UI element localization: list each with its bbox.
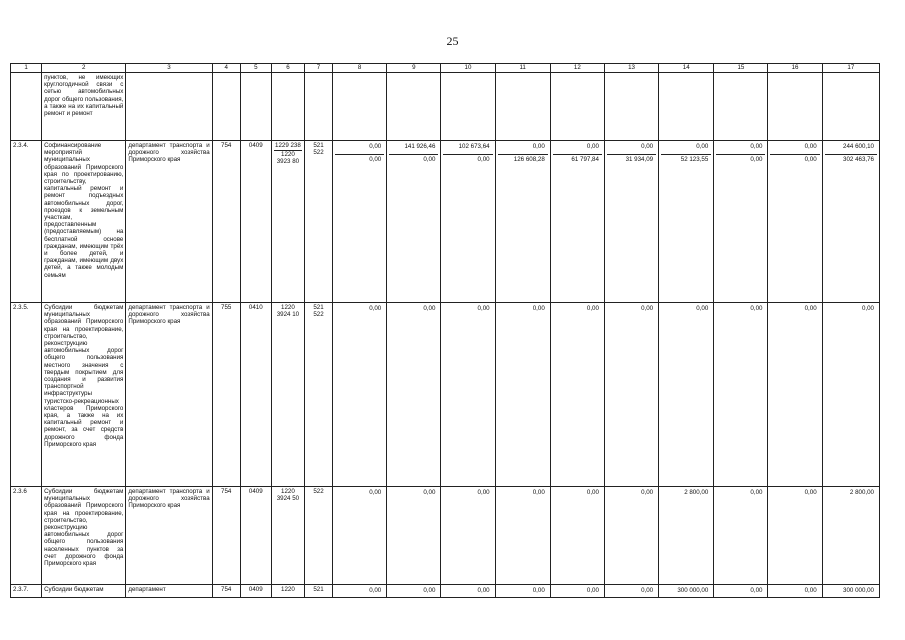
row-code-section: 0409 bbox=[240, 487, 271, 585]
value: 0,00 bbox=[641, 587, 654, 594]
value bbox=[770, 74, 819, 84]
column-header: 17 bbox=[822, 64, 879, 73]
value-cell bbox=[333, 487, 387, 585]
value: 0,00 bbox=[641, 143, 654, 150]
value-cell bbox=[659, 487, 714, 585]
row-code-section: 0409 bbox=[240, 141, 271, 303]
row-department: департамент транспорта и дорожного хозяйства Приморского края bbox=[126, 303, 212, 487]
column-header: 12 bbox=[550, 64, 604, 73]
value: 0,00 bbox=[586, 305, 599, 312]
value: 0,00 bbox=[586, 489, 599, 496]
value-cell bbox=[822, 487, 879, 585]
column-header: 6 bbox=[271, 64, 304, 73]
code-line: 521 bbox=[313, 586, 324, 593]
column-header: 8 bbox=[333, 64, 387, 73]
value bbox=[607, 74, 656, 84]
row-code-grbs: 754 bbox=[212, 141, 240, 303]
value-cell bbox=[768, 585, 822, 598]
value bbox=[661, 74, 711, 84]
value-cell bbox=[333, 303, 387, 487]
value-cell bbox=[387, 303, 441, 487]
code-line: 522 bbox=[313, 488, 324, 495]
value-second: 0,00 bbox=[389, 154, 438, 165]
row-code-target bbox=[271, 585, 304, 598]
value: 0,00 bbox=[423, 305, 436, 312]
value-second: 0,00 bbox=[443, 154, 492, 165]
value-cell bbox=[441, 73, 495, 141]
value-cell bbox=[822, 73, 879, 141]
table-row bbox=[11, 585, 880, 598]
column-header: 14 bbox=[659, 64, 714, 73]
code-line: 522 bbox=[313, 149, 324, 157]
value: 0,00 bbox=[369, 587, 382, 594]
value-second: 0,00 bbox=[716, 154, 765, 165]
value bbox=[716, 74, 765, 84]
value-second: 302 463,76 bbox=[825, 154, 877, 165]
value: 0,00 bbox=[423, 587, 436, 594]
row-code-section: 0409 bbox=[240, 585, 271, 598]
row-number: 2.3.4. bbox=[11, 141, 42, 303]
value: 0,00 bbox=[641, 489, 654, 496]
row-description: Софинансирование мероприятий муниципальных образований Приморского края по проектированию, строительству, капитальный ремонт и ремонт подъездных автомобильных дорог, проездов к земельным участкам, предоставленным (предоставляемым) на бесплатной основе гражданам, имеющим трёх и более детей, и гражданам, имеющим двух детей, а также молодым семьям bbox=[42, 141, 126, 303]
value: 2 800,00 bbox=[849, 489, 874, 496]
column-header: 4 bbox=[212, 64, 240, 73]
row-code-section bbox=[240, 73, 271, 141]
value: 0,00 bbox=[750, 143, 763, 150]
value-cell bbox=[768, 303, 822, 487]
code-line: 522 bbox=[313, 311, 324, 319]
value: 0,00 bbox=[750, 305, 763, 312]
row-code-type bbox=[304, 585, 332, 598]
value: 0,00 bbox=[750, 587, 763, 594]
value-cell bbox=[768, 487, 822, 585]
row-description: Субсидии бюджетам муниципальных образований Приморского края на проектирование, строительство, реконструкцию автомобильных дорог общего пользования местного значения с твердым покрытием для создания и развития транспортной инфраструктуры туристско-рекреационных кластеров Приморского края, а также на их капитальный ремонт и ремонт, за счет средств дорожного фонда Приморского края bbox=[42, 303, 126, 487]
value-cell bbox=[441, 585, 495, 598]
column-header: 11 bbox=[495, 64, 550, 73]
value: 0,00 bbox=[532, 143, 545, 150]
row-number: 2.3.7. bbox=[11, 585, 42, 598]
column-header: 2 bbox=[42, 64, 126, 73]
row-number: 2.3.6 bbox=[11, 487, 42, 585]
value-second: 31 934,09 bbox=[607, 154, 656, 165]
value-cell bbox=[495, 487, 550, 585]
column-header: 16 bbox=[768, 64, 822, 73]
row-code-grbs: 754 bbox=[212, 585, 240, 598]
value-cell bbox=[822, 585, 879, 598]
value-second: 0,00 bbox=[770, 154, 819, 165]
row-department: департамент bbox=[126, 585, 212, 598]
value-cell bbox=[659, 585, 714, 598]
value: 0,00 bbox=[532, 587, 545, 594]
value-cell bbox=[550, 141, 604, 303]
value-cell bbox=[714, 487, 768, 585]
value-cell bbox=[387, 73, 441, 141]
value-cell bbox=[333, 141, 387, 303]
value-cell bbox=[550, 487, 604, 585]
table-row bbox=[11, 487, 880, 585]
value-cell bbox=[822, 141, 879, 303]
row-description: пунктов, не имеющих круглогодичной связи с сетью автомобильных дорог общего пользования, а также на их капитальный ремонт и ремонт bbox=[42, 73, 126, 141]
value: 0,00 bbox=[477, 587, 490, 594]
value bbox=[335, 74, 384, 84]
value-cell bbox=[333, 585, 387, 598]
row-code-target bbox=[271, 487, 304, 585]
value-cell bbox=[550, 73, 604, 141]
column-header: 7 bbox=[304, 64, 332, 73]
row-code-section: 0410 bbox=[240, 303, 271, 487]
column-header: 1 bbox=[11, 64, 42, 73]
value: 0,00 bbox=[804, 489, 817, 496]
value: 300 000,00 bbox=[677, 587, 709, 594]
value-second: 126 608,28 bbox=[498, 154, 548, 165]
row-code-target bbox=[271, 73, 304, 141]
page-number: 25 bbox=[446, 34, 459, 48]
value: 0,00 bbox=[750, 489, 763, 496]
row-code-type bbox=[304, 303, 332, 487]
code-line: 1220 3924 50 bbox=[276, 488, 300, 503]
column-header: 10 bbox=[441, 64, 495, 73]
table-body bbox=[11, 73, 880, 598]
value bbox=[498, 74, 548, 84]
value-cell bbox=[550, 585, 604, 598]
value bbox=[825, 74, 877, 84]
code-line: 1220 bbox=[281, 586, 295, 593]
value bbox=[389, 74, 438, 84]
value-cell bbox=[387, 141, 441, 303]
value: 0,00 bbox=[586, 587, 599, 594]
value: 0,00 bbox=[861, 305, 874, 312]
row-code-grbs: 755 bbox=[212, 303, 240, 487]
table-row bbox=[11, 73, 880, 141]
row-code-grbs bbox=[212, 73, 240, 141]
value-cell bbox=[714, 73, 768, 141]
value: 0,00 bbox=[696, 143, 709, 150]
row-department bbox=[126, 73, 212, 141]
value: 0,00 bbox=[477, 305, 490, 312]
value: 2 800,00 bbox=[684, 489, 709, 496]
row-code-type bbox=[304, 141, 332, 303]
column-header: 5 bbox=[240, 64, 271, 73]
code-line: 521 bbox=[313, 304, 324, 311]
code-line: 521 bbox=[313, 142, 324, 149]
row-description: Субсидии бюджетам bbox=[42, 585, 126, 598]
code-line: 1220 3923 80 bbox=[274, 150, 302, 165]
value-cell bbox=[714, 303, 768, 487]
value: 0,00 bbox=[586, 143, 599, 150]
value: 0,00 bbox=[696, 305, 709, 312]
value-cell bbox=[441, 487, 495, 585]
value-second: 52 123,55 bbox=[661, 154, 711, 165]
row-code-grbs: 754 bbox=[212, 487, 240, 585]
code-line: 1229 238 bbox=[275, 142, 301, 149]
row-number: 2.3.5. bbox=[11, 303, 42, 487]
value-second: 61 797,84 bbox=[553, 154, 602, 165]
column-header: 9 bbox=[387, 64, 441, 73]
value-cell bbox=[550, 303, 604, 487]
row-code-type bbox=[304, 487, 332, 585]
value-cell bbox=[714, 141, 768, 303]
value-cell bbox=[604, 487, 658, 585]
column-header: 3 bbox=[126, 64, 212, 73]
row-code-target bbox=[271, 303, 304, 487]
row-code-target bbox=[271, 141, 304, 303]
value: 141 926,46 bbox=[404, 143, 436, 150]
header-row bbox=[11, 64, 880, 73]
value: 0,00 bbox=[804, 143, 817, 150]
table-row bbox=[11, 303, 880, 487]
value: 0,00 bbox=[369, 305, 382, 312]
value-cell bbox=[495, 585, 550, 598]
value-cell bbox=[604, 73, 658, 141]
value: 0,00 bbox=[369, 143, 382, 150]
value: 0,00 bbox=[477, 489, 490, 496]
value-cell bbox=[441, 303, 495, 487]
value-cell bbox=[495, 303, 550, 487]
table-row bbox=[11, 141, 880, 303]
row-number bbox=[11, 73, 42, 141]
value: 102 673,64 bbox=[458, 143, 490, 150]
value-cell bbox=[768, 73, 822, 141]
value-cell bbox=[333, 73, 387, 141]
row-description: Субсидии бюджетам муниципальных образований Приморского края на проектирование, строительство, реконструкцию автомобильных дорог общего пользования населенных пунктов за счет дорожного фонда Приморского края bbox=[42, 487, 126, 585]
column-header: 15 bbox=[714, 64, 768, 73]
value-cell bbox=[387, 585, 441, 598]
value-cell bbox=[822, 303, 879, 487]
row-department: департамент транспорта и дорожного хозяйства Приморского края bbox=[126, 141, 212, 303]
value-cell bbox=[441, 141, 495, 303]
value-cell bbox=[659, 303, 714, 487]
value: 0,00 bbox=[423, 489, 436, 496]
value: 0,00 bbox=[532, 305, 545, 312]
value: 300 000,00 bbox=[843, 587, 874, 594]
value: 0,00 bbox=[641, 305, 654, 312]
value: 0,00 bbox=[804, 305, 817, 312]
row-department: департамент транспорта и дорожного хозяйства Приморского края bbox=[126, 487, 212, 585]
value-cell bbox=[495, 141, 550, 303]
value: 0,00 bbox=[804, 587, 817, 594]
value-cell bbox=[659, 73, 714, 141]
code-line: 1220 3924 10 bbox=[276, 304, 300, 319]
value-cell bbox=[495, 73, 550, 141]
row-code-type bbox=[304, 73, 332, 141]
value: 244 600,10 bbox=[843, 143, 874, 150]
value: 0,00 bbox=[532, 489, 545, 496]
value bbox=[443, 74, 492, 84]
value-cell bbox=[387, 487, 441, 585]
value-cell bbox=[659, 141, 714, 303]
column-header: 13 bbox=[604, 64, 658, 73]
value-second: 0,00 bbox=[335, 154, 384, 165]
value-cell bbox=[714, 585, 768, 598]
value-cell bbox=[768, 141, 822, 303]
value: 0,00 bbox=[369, 489, 382, 496]
value-cell bbox=[604, 303, 658, 487]
value bbox=[553, 74, 602, 84]
budget-table bbox=[10, 63, 880, 598]
value-cell bbox=[604, 585, 658, 598]
value-cell bbox=[604, 141, 658, 303]
